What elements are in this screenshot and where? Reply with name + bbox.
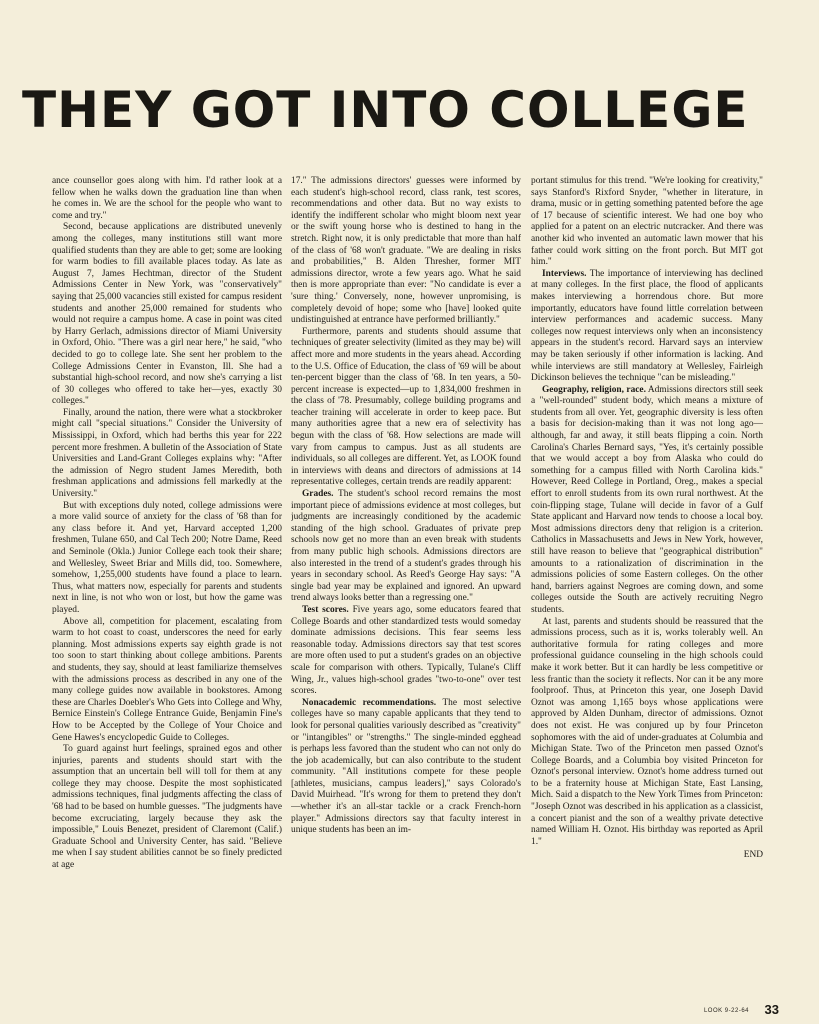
paragraph-text: To guard against hurt feelings, sprained egos and other injuries, parents and students should start with the assumption that an uncertain bell will toll for them at any college they may choose. Despite the most sophisticated admissions techniques, final judgments affecting the class of '68 had to be based on humble guesses. "The judgments have become excruciating, largely because they ask the impossible," Louis Benezet, president of Claremont (Calif.) Graduate School and University Center, has said. "Believe me when I say student abilities cannot be so finely predicted at age <box>52 744 282 871</box>
paragraph <box>291 605 521 698</box>
paragraph <box>531 176 763 269</box>
text-column-3 <box>531 176 763 1006</box>
paragraph <box>52 744 282 872</box>
text-column-1 <box>52 176 282 1006</box>
paragraph-text: The student's school record remains the most important piece of admissions evidence at most colleges, but judgments are increasingly conditioned by the academic standing of the high school. Graduates of private prep schools now get no more than an even break with students from many public high schools. Admissions directors are also interested in the trend of a student's grades through his years in secondary school. As Reed's George Hay says: "A single bad year may be explained and ignored. An upward trend always looks better than a regressing one." <box>291 489 521 604</box>
paragraph-text: 17." The admissions directors' guesses were informed by each student's high-school record, class rank, test scores, recommendations and other data. But no way exists to identify the indifferent scholar who might bloom next year or the swift young horse who is destined to hang in the stretch. Right now, it is only predictable that more than half of the class of '68 won't graduate. "We are dealing in risks and probabilities," B. Alden Thresher, former MIT admissions director, wrote a few years ago. What he said then is more appropriate than ever: "No candidate is ever a 'sure thing.' Conversely, none, however unpromising, is completely devoid of hope; some who [have] looked quite undistinguished at entrance have performed brilliantly." <box>291 176 521 326</box>
paragraph <box>52 408 282 501</box>
paragraph-text: The most selective colleges have so many capable applicants that they tend to look for personal qualities variously described as "creativity" or "intangibles" or "strengths." The single-minded egghead is perhaps less favored than the student who can not only do the job academically, but can also contribute to the student community. "All institutions compete for these people [athletes, musicians, campus leaders]," says Colorado's David Muirhead. "It's wrong for them to pretend they don't—whether it's an all-star tackle or a crack French-horn player." Admissions directors say that faculty interest in unique students has been an im- <box>291 697 521 836</box>
paragraph-text: At last, parents and students should be reassured that the admissions process, such as it is, works tolerably well. An authoritative formula for rating colleges and more professional guidance counseling in the high schools could make it work better. But it can hardly be less competitive or less frantic than the society it reflects. Nor can it be any more foolproof. Thus, at Princeton this year, one Joseph David Oznot was among 1,165 boys whose applications were approved by Alden Dunham, director of admissions. Oznot does not exist. He was conjured up by four Princeton sophomores with the aid of under-graduates at Columbia and Michigan State. Two of the Princeton men passed Oznot's College Boards, and a Columbia boy visited Princeton for Oznot's personal interview. Oznot's home address turned out to be a fraternity house at Michigan State, East Lansing, Mich. Said a dispatch to the New York Times from Princeton: "Joseph Oznot was described in his application as a classicist, a concert pianist and the son of a wealthy private detective named William H. Oznot. His birthday was reported as April 1." <box>531 616 763 847</box>
paragraph-text: Furthermore, parents and students should assume that techniques of greater selectivity (limited as they may be) will affect more and more students in the years ahead. According to the U.S. Office of Education, the class of '69 will be about ten-percent bigger than the class of '68. In ten years, a 50-percent increase is expected—up to 1,834,000 freshmen in the class of '78. Presumably, college building programs and teacher training will accelerate in order to keep pace. But many authorities agree that a new era of selectivity has begun with the class of '68. How selections are made will vary from campus to campus. Just as all students are individuals, so all colleges are different. Yet, as LOOK found in interviews with deans and directors of admissions at 14 representative colleges, certain trends are readily apparent: <box>291 326 521 488</box>
headline: THEY GOT INTO COLLEGE <box>22 81 749 139</box>
paragraph-text: Second, because applications are distributed unevenly among the colleges, many institutions still want more qualified students than they are able to get; some are looking for warm bodies to fill available places today. As late as August 7, James Hechtman, director of the Student Admissions Center in New York, was "conservatively" saying that 25,000 vacancies still existed for campus resident students and another 25,000 remained for students who would not require a campus home. A case in point was cited by Harry Gerlach, admissions director of Miami University in Oxford, Ohio. "There was a girl near here," he said, "who decided to go to college late. She sent her problem to the College Admissions Center in Evanston, Ill. She had a substantial high-school record, and now she's carrying a list of 30 colleges who offered to take her—yes, exactly 30 colleges." <box>52 222 282 407</box>
paragraph <box>291 176 521 327</box>
paragraph-text: Above all, competition for placement, escalating from warm to hot coast to coast, underscores the need for early planning. Most admissions experts say eighth grade is not too soon to start thinking about college ambitions. Parents and students, they say, should at least familiarize themselves with the admissions process as described in any one of the many college guides now available in bookstores. Among these are Charles Doebler's Who Gets into College and Why, Bernice Einstein's College Entrance Guide, Benjamin Fine's How to be Accepted by the College of Your Choice and Gene Hawes's encyclopedic Guide to Colleges. <box>52 616 282 743</box>
paragraph-text: But with exceptions duly noted, college admissions were a more valid source of anxiety for the class of '68 than for any class before it. And yet, Harvard accepted 1,200 freshmen, Tulane 650, and Cal Tech 200; Notre Dame, Reed and Seminole (Okla.) Junior College each took their share; and Wellesley, Sweet Briar and Mills did, too. Somewhere, somehow, 1,255,000 students have found a place to learn. Thus, what matters now, especially for parents and students next in line, is not who won or lost, but how the game was played. <box>52 500 282 615</box>
paragraph-text: Finally, around the nation, there were what a stockbroker might call "special situations." Consider the University of Mississippi, in Oxford, which had berths this year for 222 percent more freshmen. A bulletin of the Association of State Universities and Land-Grant Colleges explains why: "After the admission of Negro student James Meredith, both freshman applications and admissions fell markedly at the University." <box>52 407 282 500</box>
paragraph <box>291 698 521 837</box>
paragraph <box>291 489 521 605</box>
paragraph-text: Admissions directors still seek a "well-rounded" student body, which means a mixture of students from all over. Yet, geographic diversity is less often a basis for decision-making than it was not long ago—although, far and away, it still beats flipping a coin. North Carolina's Charles Bernard says, "Yes, it's certainly possible that we would accept a boy from Alaska who could do something for a campus filled with North Carolina kids." However, Reed College in Portland, Oreg., makes a special effort to enroll students from its own rural northwest. At the coin-flipping stage, Tulane will decide in favor of a Gulf State applicant and Harvard now tends to choose a local boy. Most admissions directors deny that religion is a criterion. Catholics in Massachusetts and Jews in New York, however, still have reason to believe that "geographical distribution" amounts to a rationalization of discrimination in the admissions policies of some Eastern colleges. On the other hand, barriers against Negroes are coming down, and some colleges outside the South are actively recruiting Negro students. <box>531 384 763 615</box>
section-lead: Grades. <box>302 489 334 500</box>
paragraph <box>52 176 282 222</box>
paragraph-text: ance counsellor goes along with him. I'd rather look at a fellow when he walks down the graduation line than when he comes in. We are the school for the people who want to come and try." <box>52 176 282 221</box>
paragraph <box>531 385 763 617</box>
paragraph <box>52 222 282 408</box>
section-lead: Nonacademic recommendations. <box>302 697 437 708</box>
end-mark: END <box>743 850 763 861</box>
paragraph-text: portant stimulus for this trend. "We're looking for creativity," says Stanford's Rixford Snyder, "whether in literature, in drama, music or in getting something patented before the age of 17 because of scientific interest. We had one boy who applied for a patent on an electric nutcracker. And there was another kid who invented an automatic lawn mower that his father could work sitting on the front porch. But MIT got him." <box>531 176 763 268</box>
paragraph <box>52 617 282 745</box>
section-lead: Test scores. <box>302 604 349 615</box>
paragraph-text: Five years ago, some educators feared that College Boards and other standardized tests would someday dominate admissions decisions. This fear seems less reasonable today. Admissions directors say that test scores are more often used to put a student's grades on an objective scale for comparison with others. Typically, Tulane's Cliff Wing, Jr., values high-school grades "two-to-one" over test scores. <box>291 604 521 697</box>
paragraph <box>291 327 521 489</box>
text-column-2 <box>291 176 521 1006</box>
section-lead: Interviews. <box>542 268 587 279</box>
paragraph <box>52 501 282 617</box>
section-lead: Geography, religion, race. <box>542 384 646 395</box>
paragraph-text: The importance of interviewing has declined at many colleges. In the first place, the flood of applicants makes interviewing a horrendous chore. But more importantly, educators have found little correlation between interview performances and academic success. Many colleges now request interviews only when an inconsistency appears in the student's record. Harvard says an interview may be taken seriously if other information is lacking. And while interviews are still mandatory at Wellesley, Fairleigh Dickinson believes the technique "can be misleading." <box>531 268 763 384</box>
paragraph <box>531 269 763 385</box>
folio-line: LOOK 9-22-64 <box>703 1008 749 1014</box>
paragraph <box>531 617 763 849</box>
page-number: 33 <box>764 1002 779 1017</box>
